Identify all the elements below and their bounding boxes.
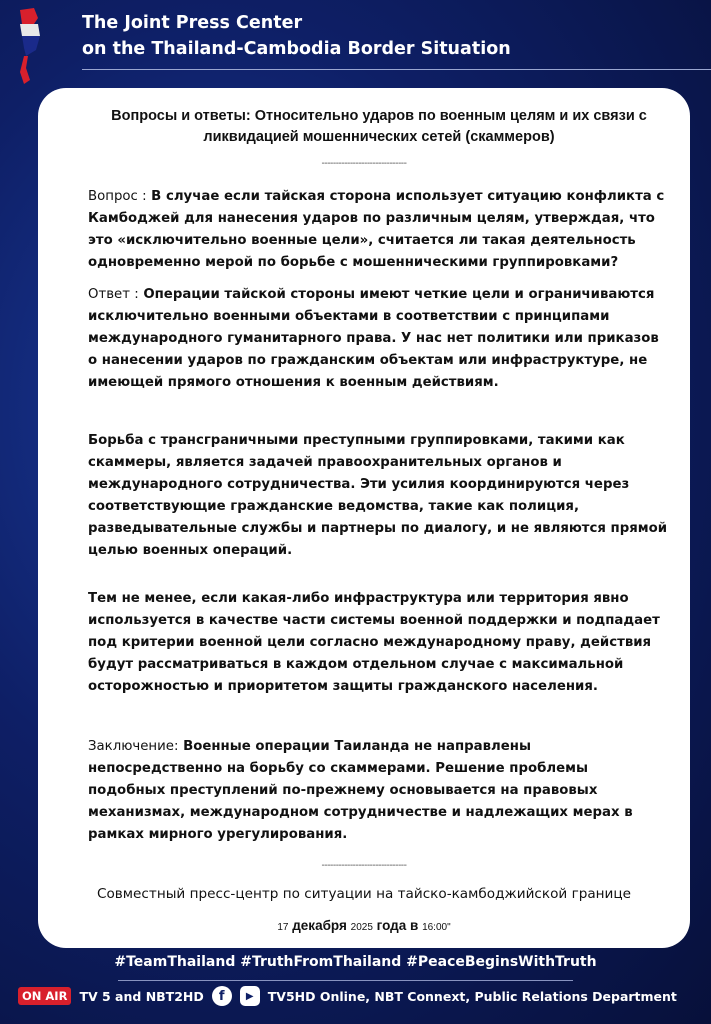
header-title: [82, 10, 511, 62]
header-divider: [82, 69, 711, 70]
facebook-icon: f: [212, 986, 232, 1006]
statement-card: [38, 88, 690, 948]
conclusion-label: Заключение:: [88, 739, 179, 754]
date-month: декабря: [292, 918, 347, 933]
date: [38, 918, 690, 933]
date-word: года в: [376, 918, 419, 933]
divider-bottom: ------------------------------: [321, 860, 407, 871]
card-title: Вопросы и ответы: Относительно ударов по военным целям и их связи с ликвидацией мошеннических сетей (скаммеров): [111, 108, 647, 145]
hashtags: #TeamThailand #TruthFromThailand #PeaceBeginsWithTruth: [114, 954, 597, 970]
question-text: В случае если тайская сторона использует ситуацию конфликта с Камбоджей для нанесения ударов по различным целям, утверждая, что это «исключительно военные цели», считается ли такая деятельность одновременно мерой по борьбе с мошенническими группировками?: [88, 189, 665, 270]
answer-label: Ответ :: [88, 287, 139, 302]
date-year: 2025: [350, 922, 373, 933]
conclusion-paragraph: [88, 736, 668, 846]
footer-divider: [118, 980, 573, 981]
conclusion-text: Военные операции Таиланда не направлены непосредственно на борьбу со скаммерами. Решение проблемы подобных преступлений по-прежнему основывается на правовых механизмах, международном сотрудничестве и надлежащих мерах в рамках мирного урегулирования.: [88, 739, 633, 842]
thailand-map-logo: [12, 6, 46, 86]
answer-paragraph: [88, 284, 668, 394]
date-day: 17: [277, 922, 289, 933]
paragraph-3-text: Тем не менее, если какая-либо инфраструктура или территория явно используется в качестве части системы военной поддержки и подпадает под критерии военной цели согласно международному праву, действия будут рассматриваться в каждом отдельном случае с максимальной осторожностью и приоритетом защиты гражданского населения.: [88, 591, 660, 694]
channels: TV 5 and NBT2HD: [79, 988, 204, 1004]
online-channels: TV5HD Online, NBT Connext, Public Relations Department: [267, 988, 677, 1004]
on-air-badge: ON AIR: [18, 987, 71, 1005]
signature: Совместный пресс-центр по ситуации на тайско-камбоджийской границе: [96, 886, 632, 902]
paragraph-2: [88, 430, 668, 562]
paragraph-3: [88, 588, 668, 698]
paragraph-2-text: Борьба с трансграничными преступными группировками, такими как скаммеры, является задачей правоохранительных органов и международного сотрудничества. Эти усилия координируются через соответствующие гражданские ведомства, такие как полиция, разведывательные службы и партнеры по диалогу, и не являются прямой целью военных операций.: [88, 433, 668, 558]
date-time: 16:00": [422, 922, 451, 933]
answer-text: Операции тайской стороны имеют четкие цели и ограничиваются исключительно военными объектами в соответствии с принципами международного гуманитарного права. У нас нет политики или приказов о нанесении ударов по гражданским объектам или инфраструктуре, не имеющей прямого отношения к военным действиям.: [88, 287, 659, 390]
youtube-icon: ▶: [240, 986, 260, 1006]
footer: [18, 986, 677, 1006]
divider-top: ------------------------------: [321, 158, 407, 169]
title-line-1: The Joint Press Center: [82, 13, 303, 33]
question-label: Вопрос :: [88, 189, 147, 204]
question-paragraph: [88, 186, 668, 274]
title-line-2: on the Thailand-Cambodia Border Situation: [82, 39, 511, 59]
